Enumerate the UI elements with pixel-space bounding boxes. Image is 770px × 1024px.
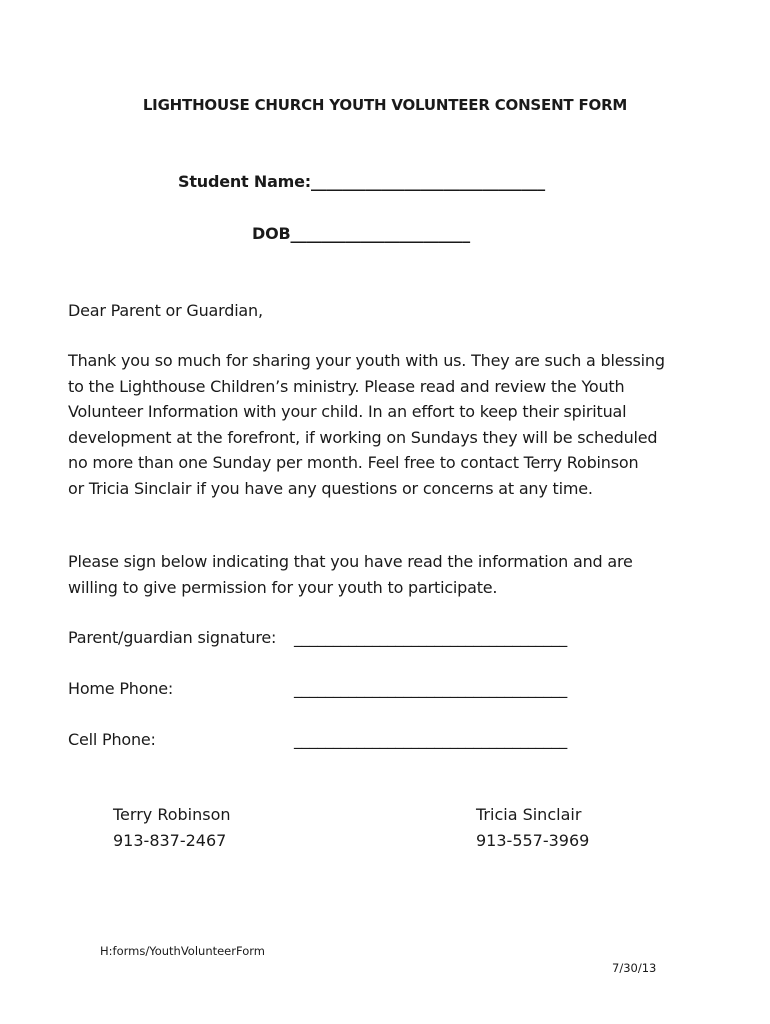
home-phone-line[interactable]: ___________________________________ xyxy=(294,679,568,698)
footer-date: 7/30/13 xyxy=(612,961,657,975)
contact-tricia xyxy=(476,802,589,853)
paragraph-line: Thank you so much for sharing your youth with us. They are such a blessing xyxy=(68,351,665,370)
contact-phone: 913-837-2467 xyxy=(113,830,227,850)
paragraph-line: no more than one Sunday per month. Feel free to contact Terry Robinson xyxy=(68,453,639,472)
paragraph-line: Please sign below indicating that you have read the information and are xyxy=(68,552,633,571)
paragraph-line: Volunteer Information with your child. In an effort to keep their spiritual xyxy=(68,402,627,421)
intro-paragraph xyxy=(68,348,708,501)
paragraph-line: or Tricia Sinclair if you have any questions or concerns at any time. xyxy=(68,478,593,498)
permission-paragraph xyxy=(68,549,708,600)
footer-file-path: H:forms/YouthVolunteerForm xyxy=(100,944,265,958)
cell-phone-line[interactable]: ___________________________________ xyxy=(294,730,568,749)
paragraph-line: development at the forefront, if working on Sundays they will be scheduled xyxy=(68,427,658,447)
parent-signature-label: Parent/guardian signature: xyxy=(68,628,277,647)
contact-terry xyxy=(113,802,231,853)
greeting: Dear Parent or Guardian, xyxy=(68,301,263,320)
dob-field[interactable]: DOB_______________________ xyxy=(252,224,470,243)
paragraph-line: willing to give permission for your youth to participate. xyxy=(68,577,498,597)
home-phone-label: Home Phone: xyxy=(68,679,174,698)
contact-name: Terry Robinson xyxy=(113,805,231,824)
contact-name: Tricia Sinclair xyxy=(476,805,582,824)
student-name-field[interactable]: Student Name:______________________________ xyxy=(178,172,545,191)
cell-phone-label: Cell Phone: xyxy=(68,730,156,749)
form-title: LIGHTHOUSE CHURCH YOUTH VOLUNTEER CONSENT FORM xyxy=(142,96,628,114)
parent-signature-line[interactable]: ___________________________________ xyxy=(294,628,568,647)
contact-phone: 913-557-3969 xyxy=(476,830,590,850)
paragraph-line: to the Lighthouse Children’s ministry. Please read and review the Youth xyxy=(68,376,625,396)
